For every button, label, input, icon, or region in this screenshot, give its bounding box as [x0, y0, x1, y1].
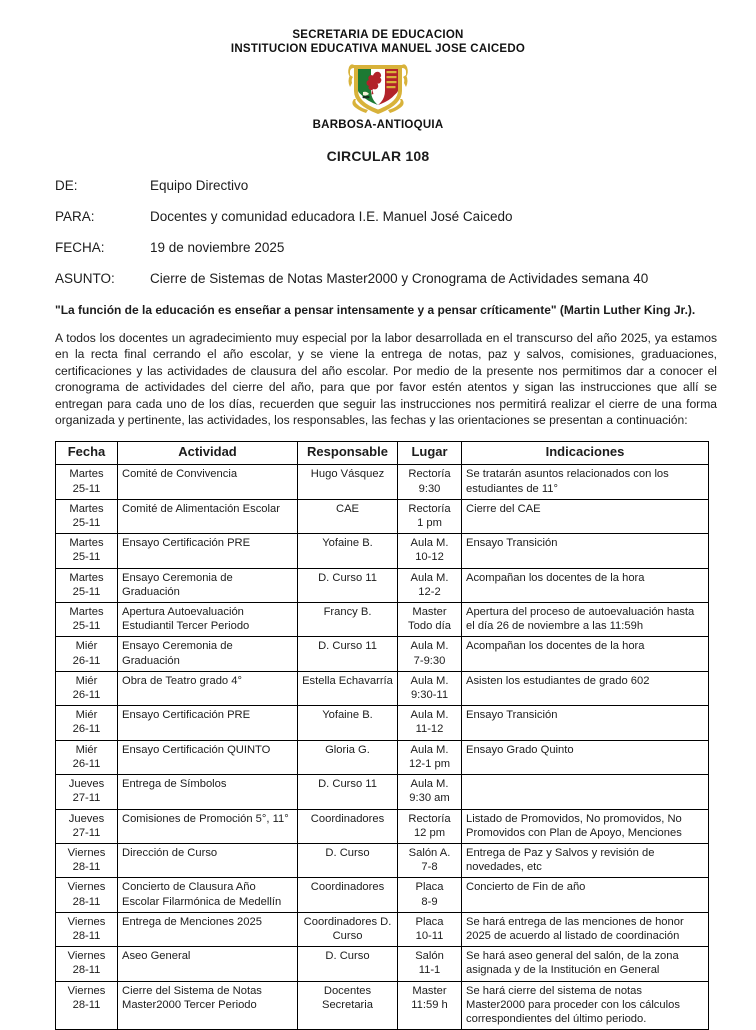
cell-indicaciones: Ensayo Transición [462, 534, 709, 568]
cell-actividad: Concierto de Clausura Año Escolar Filarmónica de Medellín [118, 878, 298, 912]
cell-indicaciones: Ensayo Grado Quinto [462, 740, 709, 774]
cell-actividad: Ensayo Certificación PRE [118, 534, 298, 568]
table-row [56, 775, 709, 809]
column-header-fecha: Fecha [56, 442, 118, 465]
cell-actividad: Comité de Alimentación Escolar [118, 499, 298, 533]
table-row [56, 465, 709, 499]
cell-actividad: Comité de Convivencia [118, 465, 298, 499]
meta-label-de: DE: [55, 178, 78, 193]
meta-block [55, 178, 756, 286]
cell-fecha: Miér 26-11 [56, 637, 118, 671]
cell-actividad: Dirección de Curso [118, 843, 298, 877]
cell-indicaciones: Listado de Promovidos, No promovidos, No Promovidos con Plan de Apoyo, Menciones [462, 809, 709, 843]
cell-responsable: Yofaine B. [298, 706, 398, 740]
cell-responsable: D. Curso 11 [298, 775, 398, 809]
cell-actividad: Obra de Teatro grado 4° [118, 671, 298, 705]
cell-lugar: Aula M. 7-9:30 [398, 637, 462, 671]
cell-actividad: Ensayo Certificación QUINTO [118, 740, 298, 774]
cell-fecha: Martes 25-11 [56, 568, 118, 602]
cell-responsable: D. Curso [298, 947, 398, 981]
table-row [56, 947, 709, 981]
table-row [56, 706, 709, 740]
cell-indicaciones: Se hará cierre del sistema de notas Master2000 para proceder con los cálculos correspondientes del último periodo. [462, 981, 709, 1030]
cell-lugar: Master 11:59 h [398, 981, 462, 1030]
column-header-actividad: Actividad [118, 442, 298, 465]
cell-actividad: Apertura Autoevaluación Estudiantil Tercer Periodo [118, 603, 298, 637]
cell-responsable: Coordinadores [298, 809, 398, 843]
cell-lugar: Rectoría 12 pm [398, 809, 462, 843]
cell-fecha: Viernes 28-11 [56, 947, 118, 981]
cell-lugar: Rectoría 9:30 [398, 465, 462, 499]
letterhead-city: BARBOSA-ANTIOQUIA [312, 119, 444, 131]
cell-lugar: Salón 11-1 [398, 947, 462, 981]
cell-responsable: Coordinadores [298, 878, 398, 912]
cell-actividad: Cierre del Sistema de Notas Master2000 Tercer Periodo [118, 981, 298, 1030]
cell-indicaciones: Concierto de Fin de año [462, 878, 709, 912]
schedule-table [55, 441, 709, 1030]
cell-indicaciones: Se hará entrega de las menciones de honor 2025 de acuerdo al listado de coordinación [462, 912, 709, 946]
cell-lugar: Placa 8-9 [398, 878, 462, 912]
cell-responsable: Hugo Vásquez [298, 465, 398, 499]
letterhead [0, 0, 756, 131]
table-row [56, 809, 709, 843]
cell-fecha: Jueves 27-11 [56, 809, 118, 843]
cell-lugar: Aula M. 10-12 [398, 534, 462, 568]
cell-fecha: Miér 26-11 [56, 706, 118, 740]
cell-responsable: D. Curso 11 [298, 637, 398, 671]
cell-lugar: Placa 10-11 [398, 912, 462, 946]
cell-actividad: Entrega de Menciones 2025 [118, 912, 298, 946]
table-row [56, 534, 709, 568]
cell-responsable: Estella Echavarría [298, 671, 398, 705]
cell-indicaciones: Ensayo Transición [462, 706, 709, 740]
cell-actividad: Entrega de Símbolos [118, 775, 298, 809]
cell-fecha: Viernes 28-11 [56, 878, 118, 912]
cell-responsable: D. Curso 11 [298, 568, 398, 602]
cell-indicaciones: Entrega de Paz y Salvos y revisión de novedades, etc [462, 843, 709, 877]
cell-lugar: Aula M. 12-2 [398, 568, 462, 602]
cell-actividad: Ensayo Ceremonia de Graduación [118, 568, 298, 602]
meta-label-asunto: ASUNTO: [55, 271, 115, 286]
cell-lugar: Salón A. 7-8 [398, 843, 462, 877]
cell-responsable: Yofaine B. [298, 534, 398, 568]
cell-indicaciones [462, 775, 709, 809]
cell-responsable: Docentes Secretaria [298, 981, 398, 1030]
cell-fecha: Viernes 28-11 [56, 843, 118, 877]
meta-row-asunto [55, 271, 756, 286]
table-row [56, 912, 709, 946]
cell-indicaciones: Apertura del proceso de autoevaluación hasta el día 26 de noviembre a las 11:59h [462, 603, 709, 637]
table-row [56, 637, 709, 671]
table-row [56, 603, 709, 637]
table-row [56, 878, 709, 912]
column-header-lugar: Lugar [398, 442, 462, 465]
cell-indicaciones: Cierre del CAE [462, 499, 709, 533]
page-title: CIRCULAR 108 [326, 148, 430, 164]
meta-row-para [55, 209, 756, 224]
meta-row-fecha [55, 240, 756, 255]
meta-label-fecha: FECHA: [55, 240, 105, 255]
table-row [56, 568, 709, 602]
schedule-table-body [56, 465, 709, 1030]
cell-indicaciones: Se tratarán asuntos relacionados con los estudiantes de 11° [462, 465, 709, 499]
cell-lugar: Aula M. 9:30-11 [398, 671, 462, 705]
table-row [56, 843, 709, 877]
column-header-responsable: Responsable [298, 442, 398, 465]
cell-fecha: Martes 25-11 [56, 534, 118, 568]
cell-indicaciones: Acompañan los docentes de la hora [462, 568, 709, 602]
cell-responsable: CAE [298, 499, 398, 533]
cell-fecha: Miér 26-11 [56, 671, 118, 705]
table-header-row [56, 442, 709, 465]
cell-fecha: Miér 26-11 [56, 740, 118, 774]
cell-indicaciones: Se hará aseo general del salón, de la zona asignada y de la Institución en General [462, 947, 709, 981]
meta-value-asunto: Cierre de Sistemas de Notas Master2000 y Cronograma de Actividades semana 40 [150, 271, 649, 286]
cell-indicaciones: Asisten los estudiantes de grado 602 [462, 671, 709, 705]
cell-actividad: Aseo General [118, 947, 298, 981]
schedule-table-head [56, 442, 709, 465]
epigraph-quote: "La función de la educación es enseñar a pensar intensamente y a pensar críticamente" (Martin Luther King Jr.). [55, 303, 696, 317]
cell-responsable: D. Curso [298, 843, 398, 877]
meta-value-para: Docentes y comunidad educadora I.E. Manuel José Caicedo [150, 209, 513, 224]
cell-fecha: Jueves 27-11 [56, 775, 118, 809]
table-row [56, 981, 709, 1030]
cell-fecha: Viernes 28-11 [56, 912, 118, 946]
cell-lugar: Rectoría 1 pm [398, 499, 462, 533]
meta-row-de [55, 178, 756, 193]
meta-label-para: PARA: [55, 209, 95, 224]
table-row [56, 740, 709, 774]
cell-lugar: Master Todo día [398, 603, 462, 637]
cell-actividad: Ensayo Certificación PRE [118, 706, 298, 740]
cell-fecha: Viernes 28-11 [56, 981, 118, 1030]
meta-value-fecha: 19 de noviembre 2025 [150, 240, 285, 255]
cell-fecha: Martes 25-11 [56, 465, 118, 499]
coat-of-arms-icon [341, 61, 415, 117]
cell-lugar: Aula M. 11-12 [398, 706, 462, 740]
cell-actividad: Ensayo Ceremonia de Graduación [118, 637, 298, 671]
column-header-indicaciones: Indicaciones [462, 442, 709, 465]
letterhead-line-2: INSTITUCION EDUCATIVA MANUEL JOSE CAICEDO [230, 43, 526, 55]
intro-paragraph: A todos los docentes un agradecimiento muy especial por la labor desarrollada en el transcurso del año 2025, ya estamos en la recta final cerrando el año escolar, y se viene la entrega de notas, paz y salvos, comisiones, graduaciones, certificaciones y las actividades de clausura del año escolar. Por medio de la presente nos permitimos dar a conocer el cronograma de actividades del cierre del año, para que por favor estén atentos y sigan las instrucciones que allí se entregan para cada uno de los días, recuerden que seguir las instrucciones nos permitirá realizar el cierre de una forma organizada y pertinente, las actividades, los responsables, las fechas y las orientaciones se presentan a continuación: [55, 331, 717, 428]
cell-indicaciones: Acompañan los docentes de la hora [462, 637, 709, 671]
cell-responsable: Francy B. [298, 603, 398, 637]
cell-actividad: Comisiones de Promoción 5°, 11° [118, 809, 298, 843]
letterhead-line-1: SECRETARIA DE EDUCACION [292, 29, 464, 41]
table-row [56, 499, 709, 533]
cell-responsable: Coordinadores D. Curso [298, 912, 398, 946]
table-row [56, 671, 709, 705]
cell-fecha: Martes 25-11 [56, 603, 118, 637]
cell-lugar: Aula M. 12-1 pm [398, 740, 462, 774]
cell-lugar: Aula M. 9:30 am [398, 775, 462, 809]
cell-fecha: Martes 25-11 [56, 499, 118, 533]
cell-responsable: Gloria G. [298, 740, 398, 774]
meta-value-de: Equipo Directivo [150, 178, 249, 193]
